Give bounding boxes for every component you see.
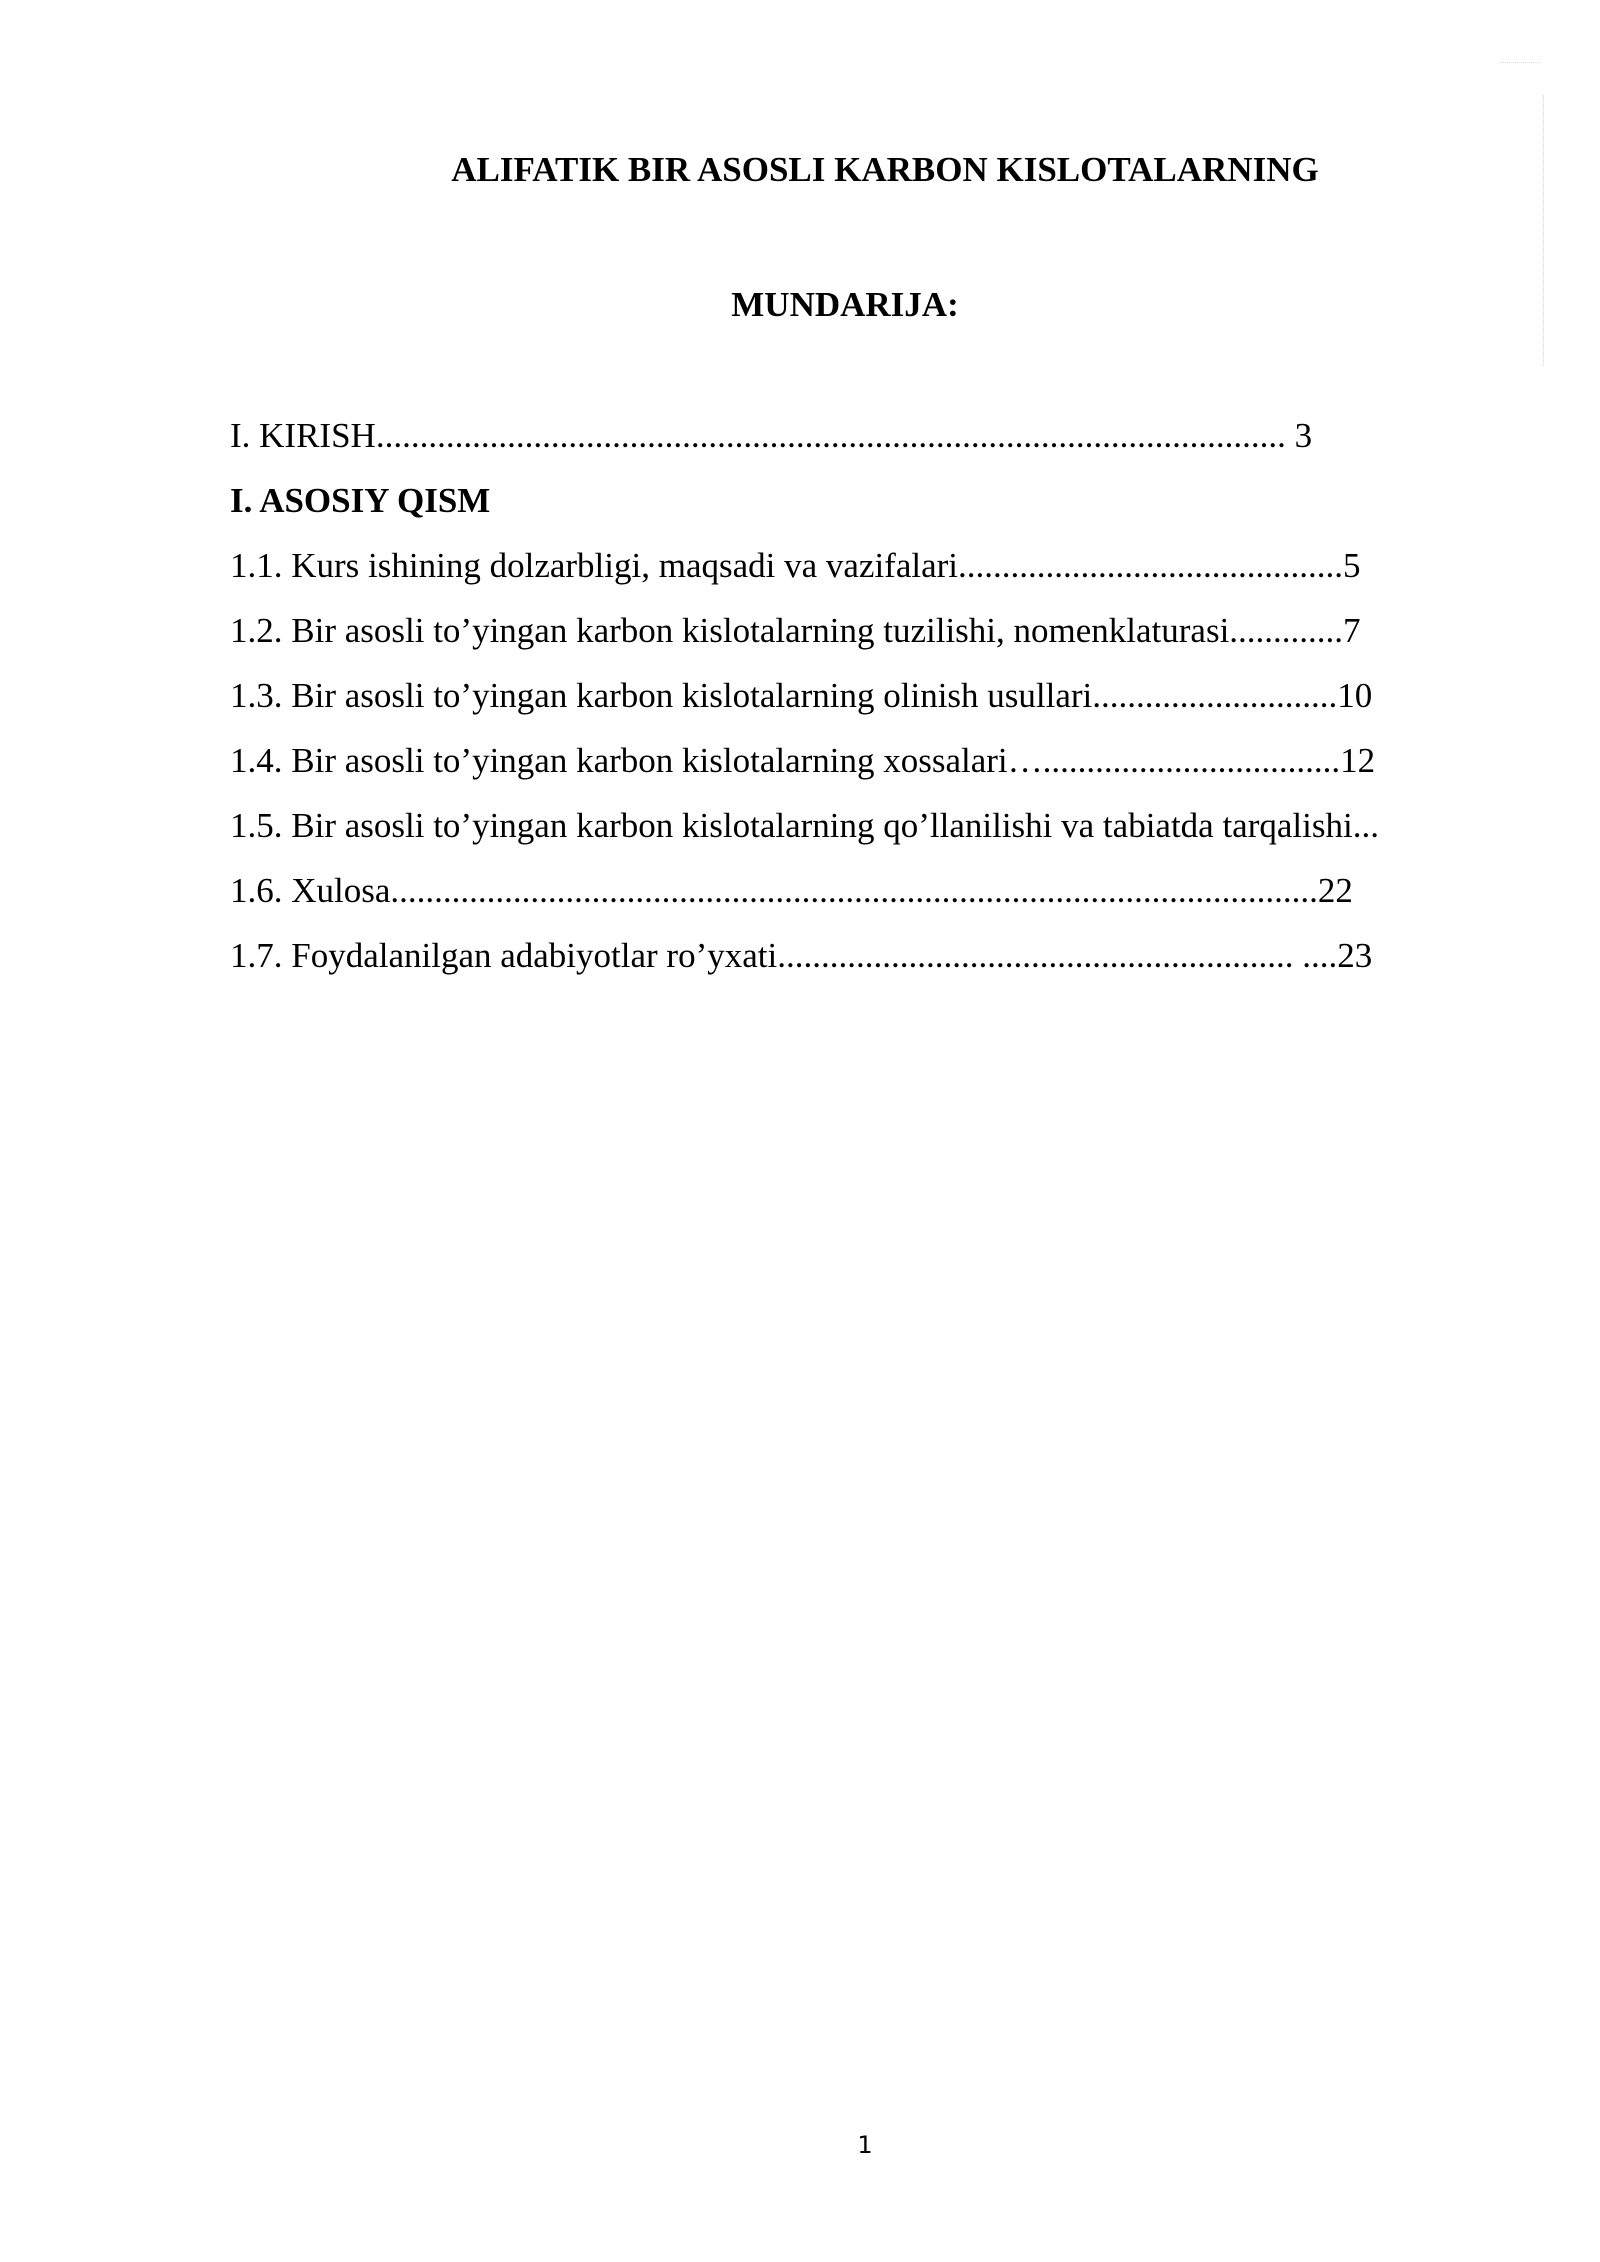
toc-entry-1-7: 1.7. Foydalanilgan adabiyotlar ro’yxati........................................................... ....23 bbox=[230, 936, 1373, 975]
toc-entry-1-4: 1.4. Bir asosli to’yingan karbon kislotalarning xossalari…..................................12 bbox=[230, 741, 1376, 780]
toc-heading: MUNDARIJA: bbox=[731, 285, 959, 324]
toc-entry-1-6: 1.6. Xulosa..........................................................................................................22 bbox=[230, 871, 1353, 910]
toc-entry-kirish: I. KIRISH........................................................................................................ 3 bbox=[230, 416, 1313, 455]
toc-entry-1-3: 1.3. Bir asosli to’yingan karbon kislotalarning olinish usullari............................10 bbox=[230, 676, 1373, 715]
toc-entry-1-2: 1.2. Bir asosli to’yingan karbon kislotalarning tuzilishi, nomenklaturasi.............7 bbox=[230, 611, 1361, 650]
toc-entry-1-5: 1.5. Bir asosli to’yingan karbon kislotalarning qo’llanilishi va tabiatda tarqalishi... bbox=[230, 806, 1379, 845]
page-number: 1 bbox=[857, 2131, 873, 2159]
toc-section-asosiy-qism: I. ASOSIY QISM bbox=[230, 481, 491, 520]
toc-entry-1-1: 1.1. Kurs ishining dolzarbligi, maqsadi va vazifalari............................................5 bbox=[230, 546, 1361, 585]
document-title: ALIFATIK BIR ASOSLI KARBON KISLOTALARNING bbox=[451, 150, 1319, 189]
margin-marker bbox=[1500, 62, 1540, 63]
